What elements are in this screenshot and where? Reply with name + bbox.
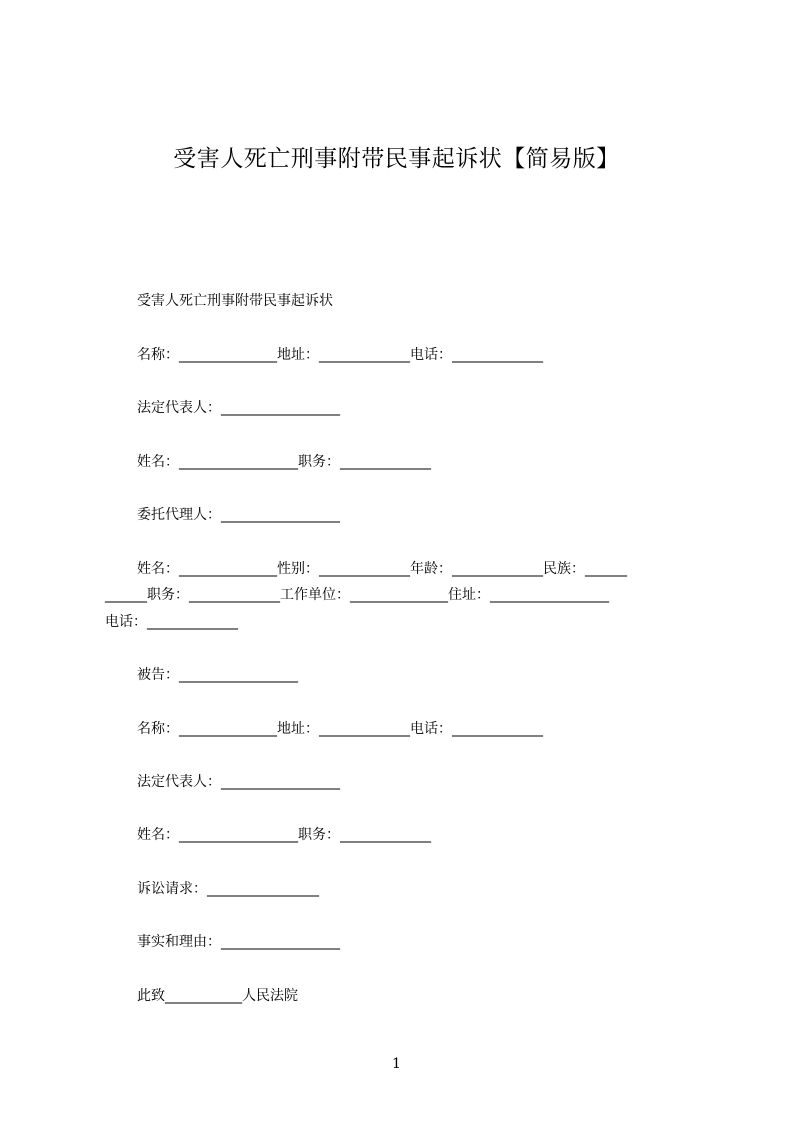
agent-details-line-2: ______职务：_____________工作单位：______________住址：_________________ <box>105 587 609 603</box>
plaintiff-name-address-phone: 名称：______________地址：_____________电话：_____________ <box>137 347 543 363</box>
defendant-rep-name-position: 姓名：_________________职务：_____________ <box>137 827 431 843</box>
addressee-court: 此致___________人民法院 <box>137 988 298 1004</box>
page-number: 1 <box>392 1056 401 1072</box>
defendant-name-address-phone: 名称：______________地址：_____________电话：_____________ <box>137 721 543 737</box>
facts-and-reasons: 事实和理由：_________________ <box>137 934 340 950</box>
plaintiff-legal-representative: 法定代表人：_________________ <box>137 400 340 416</box>
defendant: 被告：_________________ <box>137 667 298 683</box>
agent-details-line-1: 姓名：______________性别：_____________年龄：_____________民族：______ <box>137 561 627 577</box>
document-title: 受害人死亡刑事附带民事起诉状【简易版】 <box>173 146 620 172</box>
litigation-claims: 诉讼请求：________________ <box>137 881 319 897</box>
agent-phone: 电话：_____________ <box>105 614 238 630</box>
entrusted-agent: 委托代理人：_________________ <box>137 507 340 523</box>
plaintiff-rep-name-position: 姓名：_________________职务：_____________ <box>137 454 431 470</box>
defendant-legal-representative: 法定代表人：_________________ <box>137 774 340 790</box>
complaint-heading: 受害人死亡刑事附带民事起诉状 <box>137 293 333 309</box>
